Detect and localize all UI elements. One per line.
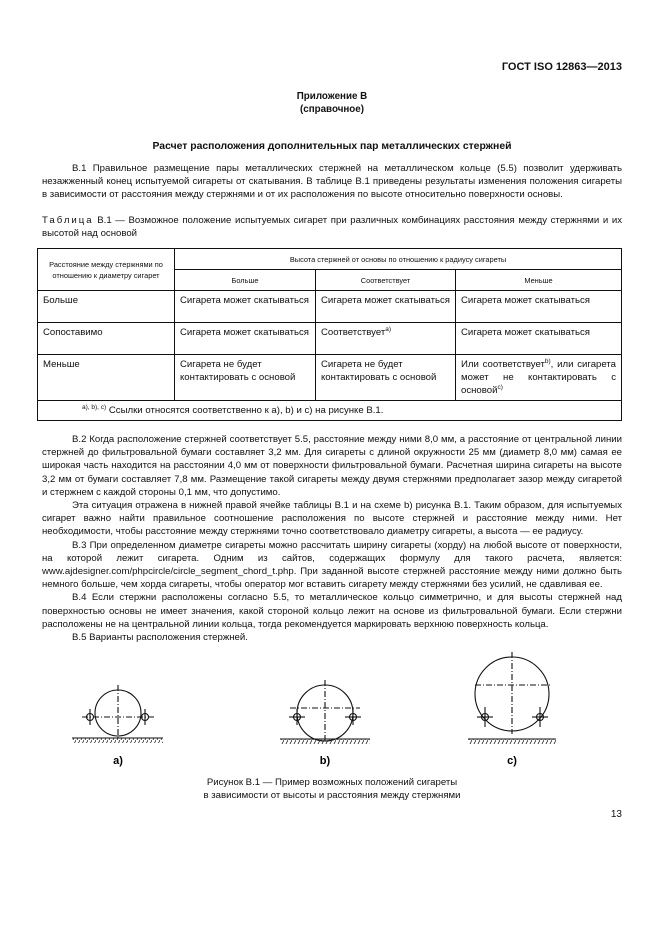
table-footnote <box>38 401 622 421</box>
table-cell: Сигарета может скатываться <box>175 291 316 323</box>
footnote-ref: a) <box>385 326 392 334</box>
figure-caption-line: в зависимости от высоты и расстояния между стержнями <box>203 790 461 802</box>
col-header: Соответствует <box>316 270 456 291</box>
col-header: Меньше <box>456 270 622 291</box>
table-cell: Сигарета может скатываться <box>456 291 622 323</box>
table-cell: Сигарета может скатываться <box>456 323 622 355</box>
footnote-marks: a), b), c) <box>82 404 107 412</box>
table-caption-text: В.1 — Возможное положение испытуемых сигарет при различных комбинациях расстояния между стержнями и их высотой над основой <box>42 214 622 239</box>
table-cell: Сигарета не будет контактировать с основой <box>175 355 316 401</box>
diagram-a <box>72 685 163 743</box>
paragraph-b4: В.4 Если стержни расположены согласно 5.5, то металлическое кольцо симметрично, и для высоты стержней над поверхностью основы не имеет значения, какой стороной кольцо лежит на основе из фильтровальной бумаги. Если стержни расположены не на центральной линии кольца, тогда рекомендуется маркировать верхнюю поверхность кольца. <box>42 592 622 630</box>
group-header: Высота стержней от основы по отношению к радиусу сигареты <box>175 249 622 270</box>
col-header: Больше <box>175 270 316 291</box>
row-label: Больше <box>38 291 175 323</box>
table-caption <box>42 214 622 240</box>
cell-text: , или сигарета может не контактировать с основой <box>461 359 616 397</box>
table-row <box>38 291 622 323</box>
paragraph-b1: В.1 Правильное размещение пары металлических стержней на металлическом кольце (5.5) позволит удерживать незажженный конец испытуемой сигареты от скатывания. В таблице В.1 приведены результаты изменения положения сигареты в зависимости от расстояния между стержнями и от их расположения по высоте относительно поверхности основы. <box>42 163 622 201</box>
footnote-ref: c) <box>497 384 503 392</box>
table-caption-label: Таблица <box>42 214 94 226</box>
table-cell <box>456 355 622 401</box>
row-label: Сопоставимо <box>38 323 175 355</box>
figure-label-a: a) <box>113 755 123 768</box>
paragraph-b5: В.5 Варианты расположения стержней. <box>72 632 248 644</box>
figure-caption <box>42 776 622 802</box>
footnote-ref: b) <box>544 358 551 366</box>
table-cell: Сигарета не будет контактировать с основой <box>316 355 456 401</box>
annex-title: Приложение В <box>296 91 368 102</box>
paragraph-b2-continued: Эта ситуация отражена в нижней правой ячейке таблицы В.1 и на схеме b) рисунка В.1. Таким образом, для испытуемых сигарет важно найти правильное соотношение расположения по высоте стержней и расстояние между ними. Нет необходимости, чтобы расстояние между стержнями точно соответствовало диаметру сигареты, а высота — ее радиусу. <box>42 500 622 538</box>
row-header: Расстояние между стержнями по отношению к диаметру сигарет <box>38 249 175 291</box>
paragraph-b3: В.3 При определенном диаметре сигареты можно рассчитать ширину сигареты (хорду) на любой высоте от поверхности, на которой лежит сигарета. Одним из сайтов, содержащих формулу для такого расчета, является: www.ajdesigner.com/phpcircle/circle_segment_chord_t.php. При заданной высоте стержней расстояние между ними должно быть немного больше, чем хорда сигареты, чтобы оператор мог вставить сигарету между стержнями без усилий, не сдавливая ее. <box>42 539 622 591</box>
annex-note: (справочное) <box>300 104 364 115</box>
cell-text: Или соответствует <box>461 359 545 371</box>
figure-b1 <box>0 650 661 772</box>
table-cell: Сигарета может скатываться <box>316 291 456 323</box>
table-cell: Сигарета может скатываться <box>175 323 316 355</box>
document-id: ГОСТ ISO 12863—2013 <box>501 61 622 73</box>
figure-label-c: c) <box>507 755 517 768</box>
footnote-text: Ссылки относятся соответственно к а), b) и с) на рисунке В.1. <box>108 405 384 417</box>
figure-label-b: b) <box>319 755 331 768</box>
row-label: Меньше <box>38 355 175 401</box>
paragraph-b2: В.2 Когда расположение стержней соответствует 5.5, расстояние между ними 8,0 мм, а расстояние от центральной линии стержней до фильтровальной бумаги составляет 3,2 мм. Для сигареты с длиной окружности 25 мм (диаметр 8,0 мм) самая ее широкая часть находится на расстоянии 4,0 мм от поверхности фильтровальной бумаги. Расчетная ширина сигареты на высоте 3,2 мм от бумаги составляет 7,8 мм. Размещение такой сигареты между двумя стержнями предполагает зазор между сигаретой и стержнем с каждой стороны 0,1 мм, что допустимо. <box>42 434 622 498</box>
section-title: Расчет расположения дополнительных пар металлических стержней <box>152 141 512 152</box>
page-number: 13 <box>610 809 622 821</box>
page-content <box>42 60 622 861</box>
table-row <box>38 323 622 355</box>
results-table <box>37 248 622 421</box>
diagram-c <box>468 652 556 744</box>
table-cell <box>316 323 456 355</box>
diagram-b <box>280 680 370 744</box>
figure-caption-line: Рисунок В.1 — Пример возможных положений сигареты <box>206 777 458 789</box>
table-row <box>38 355 622 401</box>
cell-text: Соответствует <box>321 327 386 339</box>
